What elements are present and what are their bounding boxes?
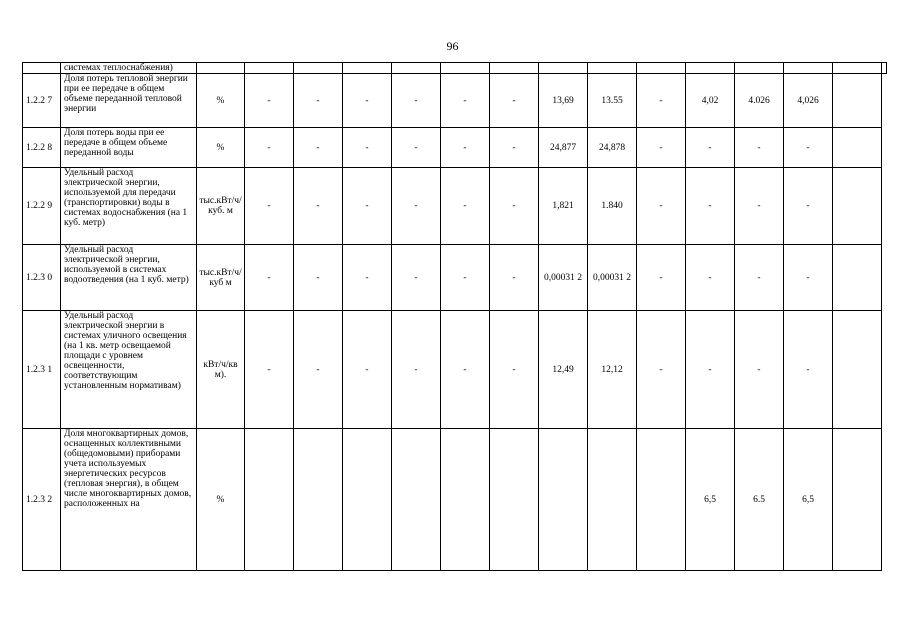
value-cell: - [343,168,392,245]
unit-cell [197,63,245,74]
value-cell: 6,5 [784,429,833,571]
table-row [23,63,887,74]
value-cell: - [294,311,343,429]
value-cell: - [490,245,539,311]
page-number: 96 [446,39,459,53]
indicator-name: Доля потерь тепловой энергии при ее передаче в общем объеме переданной тепловой энергии [61,74,197,128]
value-cell [833,74,882,128]
value-cell: - [392,245,441,311]
value-cell: - [343,245,392,311]
value-cell: - [784,311,833,429]
value-cell: 6,5 [686,429,735,571]
value-cell [784,63,833,74]
indicator-name: Удельный расход электрической энергии, используемой для передачи (транспортировки) воды в системах водоснабжения (на 1 куб. метр) [61,168,197,245]
row-number: 1.2.2 7 [23,74,61,128]
value-cell [833,429,882,571]
value-cell: 0,00031 2 [539,245,588,311]
value-cell [392,63,441,74]
value-cell: - [637,128,686,168]
row-number: 1.2.3 0 [23,245,61,311]
value-cell [833,168,882,245]
value-cell: - [392,128,441,168]
value-cell: - [294,168,343,245]
value-cell: - [784,245,833,311]
value-cell [588,63,637,74]
unit-cell: % [197,128,245,168]
value-cell: - [490,74,539,128]
value-cell [441,429,490,571]
table-row [23,74,887,128]
value-cell: - [686,128,735,168]
value-cell: - [686,311,735,429]
value-cell: - [735,128,784,168]
value-cell: - [245,311,294,429]
unit-cell: кВт/ч/кв м). [197,311,245,429]
value-cell [588,429,637,571]
table-row [23,245,887,311]
value-cell: - [294,128,343,168]
value-cell: - [490,311,539,429]
value-cell: - [245,168,294,245]
row-number: 1.2.3 1 [23,311,61,429]
value-cell [833,311,882,429]
value-cell: - [392,311,441,429]
value-cell [735,63,784,74]
value-cell [833,245,882,311]
value-cell: - [637,311,686,429]
value-cell [294,63,343,74]
row-number: 1.2.2 9 [23,168,61,245]
value-cell: - [245,74,294,128]
indicator-name: Удельный расход электрической энергии, используемой в системах водоотведения (на 1 куб. метр) [61,245,197,311]
unit-cell: тыс.кВт/ч/куб. м [197,168,245,245]
value-cell: 24,877 [539,128,588,168]
value-cell: - [735,245,784,311]
unit-cell: % [197,429,245,571]
table-row [23,128,887,168]
value-cell: - [686,245,735,311]
value-cell [833,128,882,168]
value-cell: - [490,128,539,168]
value-cell: - [441,74,490,128]
value-cell: - [392,74,441,128]
table-row [23,168,887,245]
value-cell: - [343,74,392,128]
value-cell [441,63,490,74]
value-cell [490,63,539,74]
indicator-name: Доля потерь воды при ее передаче в общем объеме переданной воды [61,128,197,168]
value-cell: 4.026 [735,74,784,128]
value-cell: 1,821 [539,168,588,245]
row-number [23,63,61,74]
value-cell: 1.840 [588,168,637,245]
value-cell: - [637,168,686,245]
value-cell: 0,00031 2 [588,245,637,311]
indicator-name: системах теплоснабжения) [61,63,197,74]
value-cell [392,429,441,571]
value-cell [686,63,735,74]
value-cell: 13.55 [588,74,637,128]
value-cell [637,429,686,571]
indicators-table [22,62,887,571]
row-number: 1.2.3 2 [23,429,61,571]
indicator-name: Доля многоквартирных домов, оснащенных коллективными (общедомовыми) приборами учета используемых энергетических ресурсов (тепловая энергия), в общем числе многоквартирных домов, расположенных на [61,429,197,571]
value-cell: - [392,168,441,245]
value-cell [245,429,294,571]
value-cell: - [441,168,490,245]
value-cell: - [784,128,833,168]
value-cell: 12,49 [539,311,588,429]
value-cell: - [343,128,392,168]
value-cell: - [294,245,343,311]
value-cell: - [784,168,833,245]
value-cell: - [245,245,294,311]
value-cell: - [343,311,392,429]
value-cell [343,63,392,74]
value-cell [539,63,588,74]
value-cell: - [441,245,490,311]
indicator-name: Удельный расход электрической энергии в системах уличного освещения (на 1 кв. метр освещаемой площади с уровнем освещенности, соответствующим установленным нормативам) [61,311,197,429]
value-cell: - [735,168,784,245]
value-cell: - [441,311,490,429]
value-cell [539,429,588,571]
value-cell: 13,69 [539,74,588,128]
value-cell: - [637,245,686,311]
value-cell: - [294,74,343,128]
table-row [23,311,887,429]
value-cell: 4,026 [784,74,833,128]
value-cell [882,63,887,74]
unit-cell: % [197,74,245,128]
value-cell: 4,02 [686,74,735,128]
value-cell: 6.5 [735,429,784,571]
value-cell: 24,878 [588,128,637,168]
value-cell: 12,12 [588,311,637,429]
value-cell: - [490,168,539,245]
value-cell: - [637,74,686,128]
value-cell [245,63,294,74]
value-cell [490,429,539,571]
value-cell [637,63,686,74]
value-cell: - [686,168,735,245]
value-cell [343,429,392,571]
value-cell: - [245,128,294,168]
row-number: 1.2.2 8 [23,128,61,168]
value-cell: - [441,128,490,168]
value-cell [294,429,343,571]
unit-cell: тыс.кВт/ч/куб м [197,245,245,311]
value-cell: - [735,311,784,429]
value-cell [833,63,882,74]
table-row [23,429,887,571]
